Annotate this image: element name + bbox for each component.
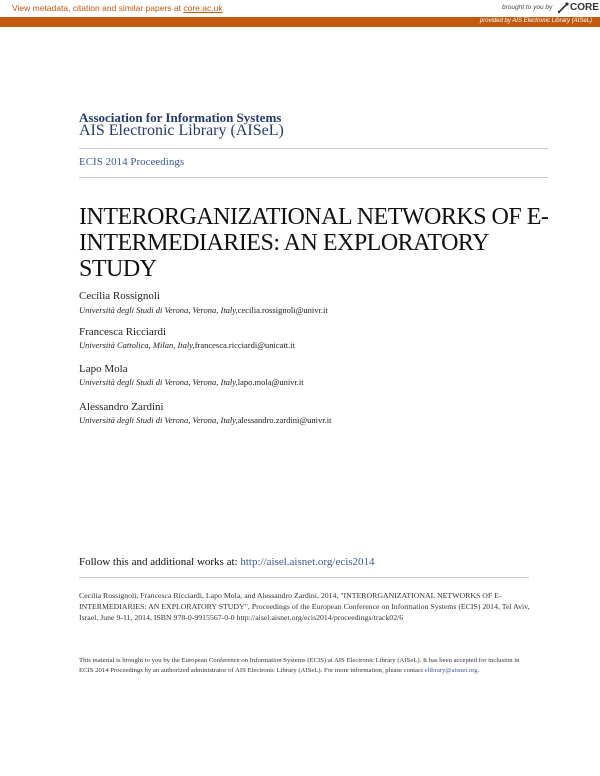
- core-logo-text[interactable]: CORE: [570, 2, 599, 13]
- affiliation-text: Università degli Studi di Verona, Verona, Italy,: [79, 415, 238, 425]
- author-email[interactable]: francesca.ricciardi@unicatt.it: [194, 340, 296, 350]
- author-email[interactable]: lapo.mola@univr.it: [237, 377, 304, 387]
- footer-divider: [79, 577, 529, 578]
- affiliation-text: Università Cattolica, Milan, Italy,: [79, 340, 195, 350]
- author-name: Lapo Mola: [79, 363, 128, 375]
- author-affiliation: [79, 415, 331, 425]
- author-name: Cecilia Rossignoli: [79, 290, 160, 302]
- notice-text: [79, 656, 534, 676]
- core-view-metadata: [12, 3, 223, 13]
- contact-email[interactable]: elibrary@aisnet.org: [424, 667, 478, 674]
- author-affiliation: [79, 377, 304, 387]
- paper-title: INTERORGANIZATIONAL NETWORKS OF E-INTERMEDIARIES: AN EXPLORATORY STUDY: [79, 204, 549, 282]
- core-logo-icon: [556, 1, 570, 15]
- author-affiliation: [79, 340, 295, 350]
- citation-text: Cecilia Rossignoli, Francesca Ricciardi, Lapo Mola, and Alessandro Zardini, 2014, "INTERORGANIZATIONAL NETWORKS OF E-INTERMEDIARIES: AN EXPLORATORY STUDY", Proceedings of the European Conference on Information Systems (ECIS) 2014, Tel Aviv, Israel, June 9-11, 2014, ISBN 978-0-9915567-0-0 http://aisel.aisnet.org/ecis2014/proceedings/track02/6: [79, 591, 530, 622]
- association-name: Association for Information Systems: [79, 110, 282, 125]
- follow-line: [79, 556, 375, 568]
- author-affiliation: [79, 305, 328, 315]
- library-name: AIS Electronic Library (AISeL): [79, 122, 284, 139]
- author-name: Francesca Ricciardi: [79, 326, 167, 338]
- follow-link[interactable]: http://aisel.aisnet.org/ecis2014: [240, 556, 375, 568]
- core-brought-by: brought to you by: [502, 4, 553, 11]
- header-divider: [79, 148, 548, 149]
- notice-body: This material is brought to you by the European Conference on Information Systems (ECIS) at AIS Electronic Library (AISeL). It has been accepted for inclusion in ECIS 2014 Proceedings by an authorized administrator of AIS Electronic Library (AISeL). For more information, please contact: [79, 657, 520, 674]
- author-name: Alessandro Zardini: [79, 401, 164, 413]
- affiliation-text: Università degli Studi di Verona, Verona, Italy,: [79, 305, 238, 315]
- author-email[interactable]: cecilia.rossignoli@univr.it: [237, 305, 328, 315]
- author-email[interactable]: alessandro.zardini@univr.it: [237, 415, 332, 425]
- core-view-prefix: View metadata, citation and similar papers at: [12, 3, 184, 13]
- proceedings-link[interactable]: ECIS 2014 Proceedings: [79, 156, 185, 168]
- notice-end: .: [477, 667, 480, 674]
- proceedings-divider: [79, 177, 548, 178]
- core-provided-by: provided by AIS Electronic Library (AISeL): [479, 18, 592, 24]
- follow-text: Follow this and additional works at:: [79, 556, 241, 568]
- affiliation-text: Università degli Studi di Verona, Verona, Italy,: [79, 377, 238, 387]
- core-link[interactable]: core.ac.uk: [183, 3, 223, 13]
